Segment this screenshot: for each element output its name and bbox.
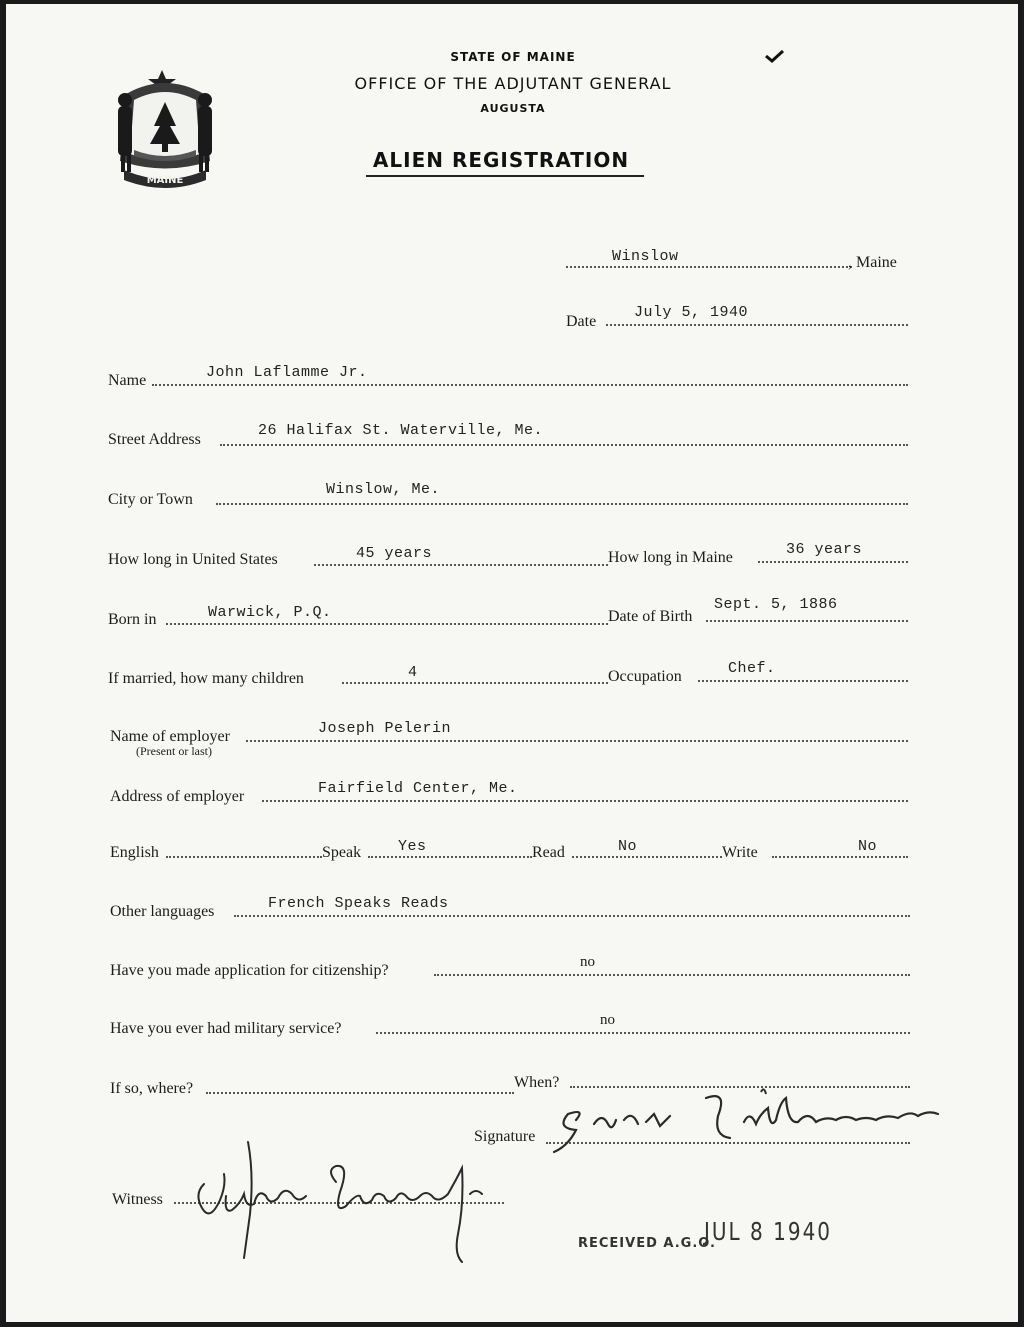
maine-duration-label: How long in Maine xyxy=(608,549,733,566)
children-value: 4 xyxy=(408,664,418,681)
occupation-value: Chef. xyxy=(728,660,776,677)
read-value: No xyxy=(618,838,638,855)
received-stamp-date: JUL 8 1940 xyxy=(704,1216,833,1246)
english-label: English xyxy=(110,844,159,861)
dob-label: Date of Birth xyxy=(608,608,693,625)
employer-value: Joseph Pelerin xyxy=(318,720,452,737)
us-duration-value: 45 years xyxy=(356,545,433,562)
town-value: Winslow xyxy=(612,248,679,265)
write-label: Write xyxy=(722,844,758,861)
office-heading: OFFICE OF THE ADJUTANT GENERAL xyxy=(354,74,672,93)
children-label: If married, how many children xyxy=(108,670,304,687)
speak-label: Speak xyxy=(322,844,362,861)
handwritten-signature xyxy=(546,1080,966,1170)
date-label: Date xyxy=(566,313,597,330)
state-heading: STATE OF MAINE xyxy=(450,50,576,64)
military-value: no xyxy=(600,1012,615,1028)
occupation-label: Occupation xyxy=(608,668,682,685)
born-value: Warwick, P.Q. xyxy=(208,604,332,621)
street-value: 26 Halifax St. Waterville, Me. xyxy=(258,422,544,439)
dob-value: Sept. 5, 1886 xyxy=(714,596,838,613)
write-value: No xyxy=(858,838,878,855)
citizenship-label: Have you made application for citizenship? xyxy=(110,962,389,979)
date-value: July 5, 1940 xyxy=(634,304,749,321)
received-stamp-text: RECEIVED A.G.O. xyxy=(578,1236,716,1251)
city-heading: AUGUSTA xyxy=(480,102,546,115)
employer-address-value: Fairfield Center, Me. xyxy=(318,780,518,797)
check-mark-icon xyxy=(764,48,786,64)
military-label: Have you ever had military service? xyxy=(110,1020,342,1037)
state-suffix-label: , Maine xyxy=(848,254,897,271)
city-value: Winslow, Me. xyxy=(326,481,441,498)
other-languages-label: Other languages xyxy=(110,903,215,920)
employer-address-label: Address of employer xyxy=(110,788,245,805)
read-label: Read xyxy=(532,844,565,861)
employer-sublabel: (Present or last) xyxy=(136,744,212,758)
registration-form xyxy=(6,4,1018,1322)
witness-signature xyxy=(186,1134,506,1264)
witness-label: Witness xyxy=(112,1191,163,1208)
seal-banner-text: MAINE xyxy=(146,175,184,186)
us-duration-label: How long in United States xyxy=(108,551,278,568)
other-languages-value: French Speaks Reads xyxy=(268,895,449,912)
where-label: If so, where? xyxy=(110,1080,194,1097)
name-label: Name xyxy=(108,372,147,389)
born-label: Born in xyxy=(108,611,157,628)
signature-label: Signature xyxy=(474,1128,536,1145)
citizenship-value: no xyxy=(580,954,595,970)
maine-duration-value: 36 years xyxy=(786,541,863,558)
speak-value: Yes xyxy=(398,838,427,855)
street-label: Street Address xyxy=(108,431,201,448)
maine-state-seal xyxy=(110,66,220,192)
title-underline xyxy=(366,175,644,177)
form-title: ALIEN REGISTRATION xyxy=(372,148,630,172)
name-value: John Laflamme Jr. xyxy=(206,364,368,381)
when-label: When? xyxy=(514,1074,560,1091)
employer-label: Name of employer xyxy=(110,728,230,745)
city-label: City or Town xyxy=(108,491,193,508)
